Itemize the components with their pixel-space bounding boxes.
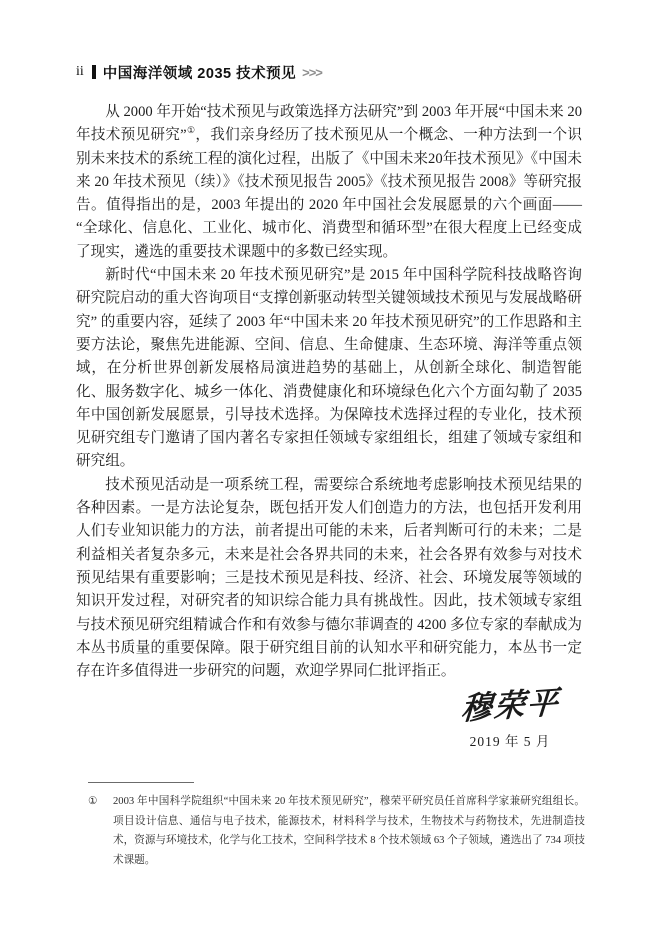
paragraph-1-text-before-ref: 从 2000 年开始“技术预见与政策选择方法研究”到 2003 年开展“中国未来 20 年技术预见研究” xyxy=(76,104,582,144)
handwritten-signature: 穆荣平 xyxy=(459,684,561,727)
book-title: 中国海洋领域 2035 技术预见 xyxy=(102,65,297,82)
paragraph-3: 技术预见活动是一项系统工程，需要综合系统地考虑影响技术预见结果的各种因素。一是方法论复杂，既包括开发人们创造力的方法，也包括开发利用人们专业知识能力的方法，前者提出可能的未来，后者判断可行的未来；二是利益相关者复杂多元，未来是社会各界共同的未来，社会各界有效参与对技术预见结果有重要影响；三是技术预见是科技、经济、社会、环境发展等领域的知识开发过程，对研究者的知识综合能力具有挑战性。因此，技术领域专家组与技术预见研究组精诚合作和有效参与德尔菲调查的 4200 多位专家的奉献成为本丛书质量的重要保障。限于研究组目前的认知水平和研究能力，本丛书一定存在许多值得进一步研究的问题，欢迎学界同仁批评指正。 xyxy=(76,476,582,680)
paragraph-1 xyxy=(76,101,582,264)
preface-body xyxy=(76,101,582,683)
signature-date: 2019 年 5 月 xyxy=(469,734,551,749)
chevrons-icon: >>> xyxy=(302,64,322,80)
footnote xyxy=(76,792,585,870)
footnote-text: 2003 年中国科学院组织“中国未来 20 年技术预见研究”，穆荣平研究员任首席科学家兼研究组组长。项目设计信息、通信与电子技术，能源技术，材料科学与技术，生物技术与药物技术，先进制造技术，资源与环境技术，化学与化工技术，空间科学技术 8 个技术领域 63 个子领域，遴选出了 734 项技术课题。 xyxy=(113,796,585,866)
footnote-section xyxy=(76,782,585,870)
running-head xyxy=(76,63,322,81)
page-number: ii xyxy=(76,64,84,79)
signature-block xyxy=(420,680,600,750)
footnote-reference-marker: ① xyxy=(186,125,196,136)
footnote-marker: ① xyxy=(88,796,98,807)
header-divider-bar xyxy=(92,65,96,79)
paragraph-1-text-after-ref: ，我们亲身经历了技术预见从一个概念、一种方法到一个识别未来技术的系统工程的演化过程，出版了《中国未来20年技术预见》《中国未来 20 年技术预见（续）》《技术预见报告 2005》《技术预见报告 2008》等研究报告。值得指出的是，2003 年提出的 2020 年中国社会发展愿景的六个画面——“全球化、信息化、工业化、城市化、消费型和循环型”在很大程度上已经变成了现实，遴选的重要技术课题中的多数已经实现。 xyxy=(76,127,582,260)
footnote-divider xyxy=(88,782,194,783)
paragraph-2: 新时代“中国未来 20 年技术预见研究”是 2015 年中国科学院科技战略咨询研究院启动的重大咨询项目“支撑创新驱动转型关键领域技术预见与发展战略研究” 的重要内容，延续了 2003 年“中国未来 20 年技术预见研究”的工作思路和主要方法论，聚焦先进能源、空间、信息、生命健康、生态环境、海洋等重点领域，在分析世界创新发展格局演进趋势的基础上，从创新全球化、制造智能化、服务数字化、城乡一体化、消费健康化和环境绿色化六个方面勾勒了 2035 年中国创新发展愿景，引导技术选择。为保障技术选择过程的专业化，技术预见研究组专门邀请了国内著名专家担任领域专家组组长，组建了领域专家组和研究组。 xyxy=(76,267,582,470)
